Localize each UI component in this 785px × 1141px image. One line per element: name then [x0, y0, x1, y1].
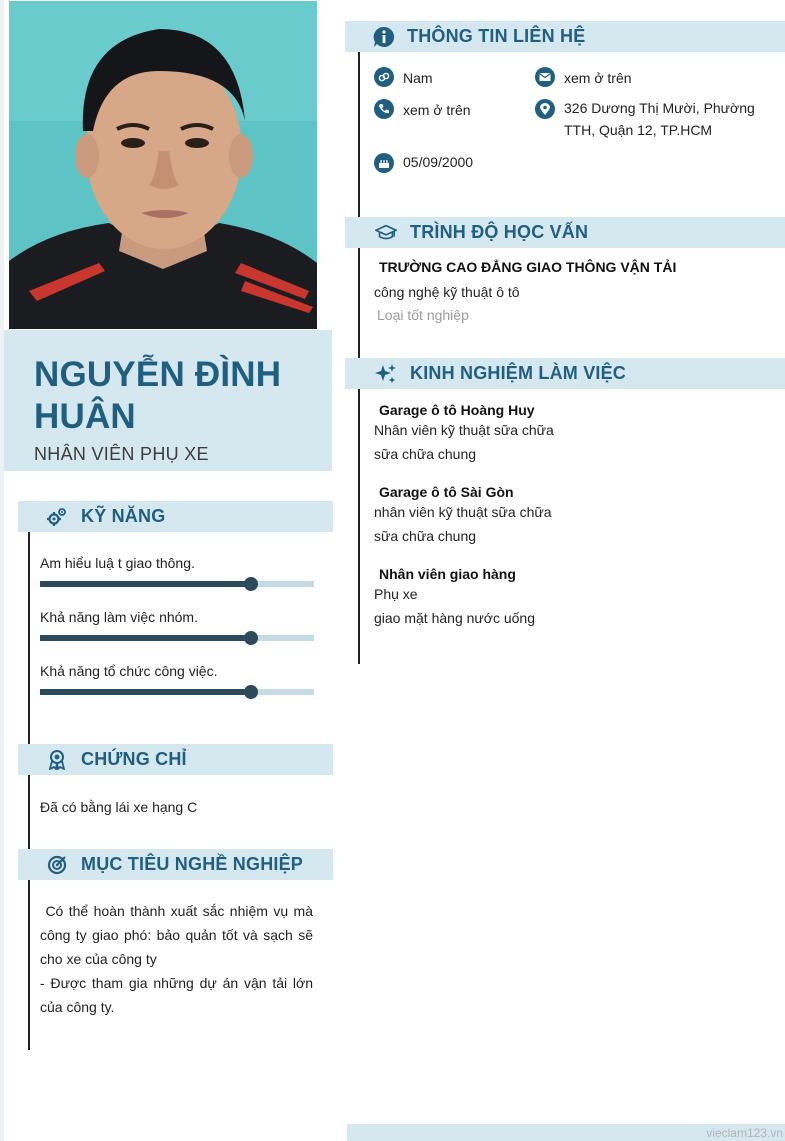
- address-value: 326 Dương Thị Mười, Phường TTH, Quận 12, TP.HCM: [564, 100, 755, 138]
- education-header: [345, 217, 785, 248]
- objective-line-2: - Được tham gia những dự án vận tải lớn của công ty.: [40, 975, 313, 1015]
- experience-item: [374, 402, 554, 466]
- envelope-icon: [535, 67, 555, 87]
- contact-gender: [374, 67, 433, 89]
- skills-title: KỸ NĂNG: [81, 506, 166, 526]
- experience-position: Phụ xe: [374, 586, 418, 602]
- experience-company: Nhân viên giao hàng: [379, 566, 516, 582]
- contact-address: [535, 97, 775, 141]
- gears-icon: [46, 506, 68, 528]
- skill-bar-fill: [40, 689, 251, 695]
- gender-icon: [374, 67, 394, 87]
- award-icon: [46, 749, 68, 771]
- certificates-header: [18, 744, 333, 775]
- phone-value: xem ở trên: [403, 102, 471, 118]
- certificate-text: Đã có bằng lái xe hạng C: [40, 799, 198, 815]
- objective-title: MỤC TIÊU NGHỀ NGHIỆP: [81, 854, 304, 874]
- info-icon: [373, 26, 395, 48]
- experience-company: Garage ô tô Hoàng Huy: [379, 402, 535, 418]
- objective-header: [18, 849, 333, 880]
- skill-label: Khả năng làm việc nhóm.: [40, 609, 198, 625]
- cake-icon: [374, 153, 394, 173]
- candidate-job-title: NHÂN VIÊN PHỤ XE: [34, 444, 209, 464]
- school-name: TRƯỜNG CAO ĐẲNG GIAO THÔNG VẬN TẢI: [379, 259, 677, 275]
- phone-icon: [374, 99, 394, 119]
- target-icon: [46, 854, 68, 876]
- skill-bar-knob: [244, 685, 258, 699]
- education-grade: Loại tốt nghiệp: [377, 307, 469, 323]
- experience-description: sữa chữa chung: [374, 528, 477, 544]
- name-block: [4, 330, 332, 471]
- contact-phone: [374, 99, 471, 121]
- experience-item: [374, 484, 552, 548]
- skill-bar-track: [40, 689, 314, 695]
- objective-line-1: Có thể hoàn thành xuất sắc nhiệm vụ mà công ty giao phó: bảo quản tốt và sạch sẽ cho xe của công ty: [40, 903, 317, 967]
- map-pin-icon: [535, 99, 555, 119]
- skill-item: [40, 555, 314, 587]
- experience-title: KINH NGHIỆM LÀM VIỆC: [410, 363, 627, 383]
- watermark: vieclam123.vn: [706, 1126, 783, 1140]
- contact-header: [345, 21, 785, 52]
- skill-item: [40, 609, 314, 641]
- graduation-cap-icon: [375, 222, 397, 244]
- skill-bar-fill: [40, 635, 251, 641]
- birthday-value: 05/09/2000: [403, 154, 474, 170]
- experience-position: nhân viên kỹ thuật sữa chữa: [374, 504, 552, 520]
- experience-header: [345, 358, 785, 389]
- experience-company: Garage ô tô Sài Gòn: [379, 484, 514, 500]
- gender-value: Nam: [403, 70, 433, 86]
- skill-bar-track: [40, 581, 314, 587]
- sparkles-icon: [375, 363, 397, 385]
- skill-bar-fill: [40, 581, 251, 587]
- experience-position: Nhân viên kỹ thuật sữa chữa: [374, 422, 554, 438]
- profile-photo: [9, 1, 317, 329]
- candidate-name: NGUYỄN ĐÌNH HUÂN: [34, 355, 282, 436]
- experience-description: sữa chữa chung: [374, 446, 477, 462]
- certificates-title: CHỨNG CHỈ: [81, 749, 187, 769]
- objective-text: [40, 899, 317, 1019]
- page-edge: [0, 0, 4, 1141]
- experience-description: giao mặt hàng nước uống: [374, 610, 535, 626]
- skill-label: Am hiểu luậ t giao thông.: [40, 555, 195, 571]
- email-value: xem ở trên: [564, 70, 632, 86]
- contact-email: [535, 67, 632, 89]
- skill-bar-track: [40, 635, 314, 641]
- skill-bar-knob: [244, 577, 258, 591]
- skills-header: [18, 501, 333, 532]
- skill-item: [40, 663, 314, 695]
- contact-title: THÔNG TIN LIÊN HỆ: [407, 26, 586, 46]
- experience-item: [374, 566, 535, 630]
- skill-bar-knob: [244, 631, 258, 645]
- education-title: TRÌNH ĐỘ HỌC VẤN: [410, 222, 589, 242]
- contact-birthday: [374, 151, 473, 173]
- skill-label: Khả năng tổ chức công việc.: [40, 663, 218, 679]
- left-timeline-line: [28, 532, 30, 1050]
- education-major: công nghệ kỹ thuật ô tô: [374, 284, 520, 300]
